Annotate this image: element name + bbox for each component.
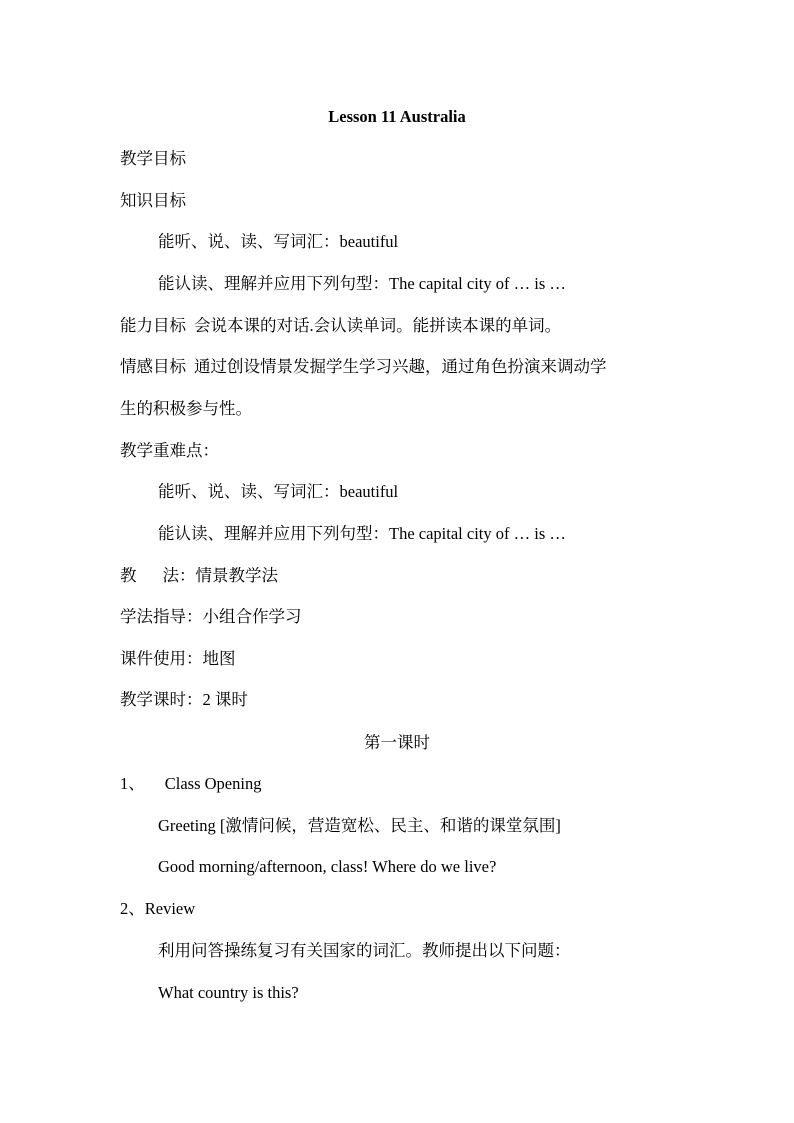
step1-greeting-line: Greeting [激情问候，营造宽松、民主、和谐的课堂氛围] (158, 816, 561, 835)
ability-goals-label: 能力目标 (120, 316, 186, 335)
teaching-method-label-b: 法：情景教学法 (162, 566, 278, 585)
key-points-heading: 教学重难点： (120, 441, 219, 460)
step1-dialogue-line: Good morning/afternoon, class! Where do we live? (158, 857, 497, 876)
knowledge-item-1: 能听、说、读、写词汇：beautiful (158, 232, 399, 251)
study-guide-line: 学法指导：小组合作学习 (120, 607, 302, 626)
emotion-goals-text: 通过创设情景发掘学生学习兴趣，通过角色扮演来调动学 (194, 357, 607, 376)
emotion-goals-continuation: 生的积极参与性。 (120, 399, 252, 418)
knowledge-goals-heading: 知识目标 (120, 191, 186, 210)
step2-heading: 2、Review (120, 899, 196, 918)
step1-number: 1、 (120, 774, 145, 793)
step1-heading (120, 774, 261, 794)
key-point-1: 能听、说、读、写词汇：beautiful (158, 482, 399, 501)
teaching-method-line (120, 566, 278, 586)
step1-title: Class Opening (164, 774, 262, 793)
emotion-goals-label: 情感目标 (120, 357, 186, 376)
emotion-goals-line (120, 357, 607, 377)
knowledge-item-2: 能认读、理解并应用下列句型：The capital city of … is … (158, 274, 566, 293)
document-title: Lesson 11 Australia (328, 107, 466, 126)
first-lesson-heading: 第一课时 (364, 733, 430, 752)
key-point-2: 能认读、理解并应用下列句型：The capital city of … is … (158, 524, 566, 543)
step2-question-line: What country is this? (158, 983, 299, 1002)
class-hours-line: 教学课时：2 课时 (120, 690, 248, 709)
teaching-goals-heading: 教学目标 (120, 149, 186, 168)
step2-instruction-line: 利用问答操练复习有关国家的词汇。教师提出以下问题： (158, 941, 571, 960)
ability-goals-line (120, 316, 561, 336)
courseware-line: 课件使用：地图 (120, 649, 236, 668)
teaching-method-label-a: 教 (120, 566, 137, 585)
ability-goals-text: 会说本课的对话.会认读单词。能拼读本课的单词。 (194, 316, 562, 335)
